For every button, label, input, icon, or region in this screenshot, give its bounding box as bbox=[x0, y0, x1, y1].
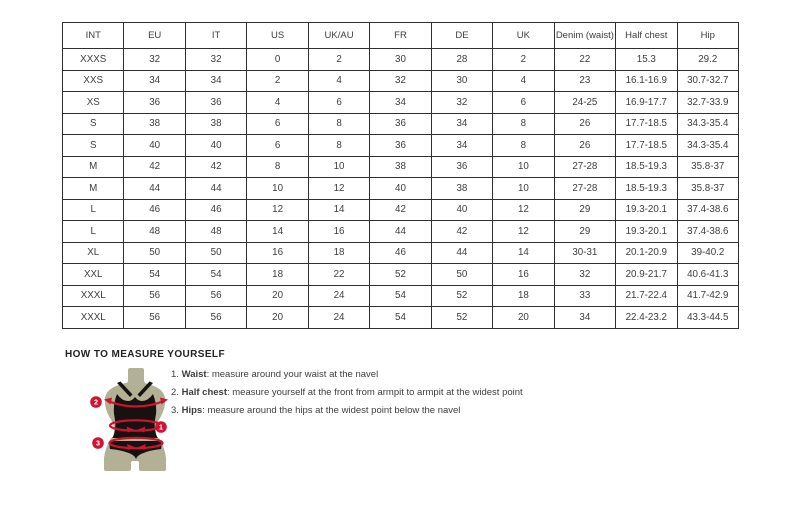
table-cell: 32 bbox=[431, 92, 492, 114]
table-cell: 32 bbox=[124, 49, 185, 71]
table-row bbox=[63, 199, 739, 221]
step-number: 2. bbox=[171, 387, 179, 399]
hips-marker-number: 3 bbox=[95, 438, 101, 448]
table-cell: 10 bbox=[308, 156, 369, 178]
column-header: US bbox=[247, 23, 308, 49]
table-cell: 34 bbox=[554, 307, 615, 329]
table-cell: 12 bbox=[247, 199, 308, 221]
table-cell: 36 bbox=[370, 113, 431, 135]
step-label: Waist bbox=[181, 369, 207, 380]
table-cell: 32 bbox=[554, 264, 615, 286]
section-heading: HOW TO MEASURE YOURSELF bbox=[65, 349, 225, 360]
table-cell: 10 bbox=[493, 178, 554, 200]
column-header: Hip bbox=[677, 23, 738, 49]
table-cell: 34 bbox=[124, 70, 185, 92]
table-cell: 30.7-32.7 bbox=[677, 70, 738, 92]
table-cell: 17.7-18.5 bbox=[616, 135, 677, 157]
table-cell: 19.3-20.1 bbox=[616, 221, 677, 243]
table-cell: 42 bbox=[185, 156, 246, 178]
table-cell: 26 bbox=[554, 113, 615, 135]
hips-marker-badge bbox=[92, 437, 104, 449]
table-cell: 38 bbox=[124, 113, 185, 135]
table-cell: 8 bbox=[247, 156, 308, 178]
chest-marker-badge bbox=[90, 396, 102, 408]
size-label-cell: M bbox=[63, 178, 124, 200]
table-cell: 30 bbox=[370, 49, 431, 71]
measure-steps bbox=[171, 370, 523, 424]
table-row bbox=[63, 264, 739, 286]
table-header-row bbox=[63, 23, 739, 49]
size-label-cell: XXXL bbox=[63, 285, 124, 307]
table-cell: 35.8-37 bbox=[677, 156, 738, 178]
table-cell: 27-28 bbox=[554, 178, 615, 200]
table-cell: 50 bbox=[124, 242, 185, 264]
table-cell: 48 bbox=[185, 221, 246, 243]
table-cell: 18.5-19.3 bbox=[616, 156, 677, 178]
table-cell: 19.3-20.1 bbox=[616, 199, 677, 221]
table-cell: 15.3 bbox=[616, 49, 677, 71]
column-header: DE bbox=[431, 23, 492, 49]
waist-marker-badge bbox=[155, 421, 167, 433]
table-cell: 40 bbox=[185, 135, 246, 157]
table-cell: 20 bbox=[493, 307, 554, 329]
table-cell: 56 bbox=[124, 285, 185, 307]
table-cell: 32 bbox=[185, 49, 246, 71]
size-label-cell: XXXS bbox=[63, 49, 124, 71]
table-cell: 46 bbox=[370, 242, 431, 264]
table-cell: 46 bbox=[124, 199, 185, 221]
measure-step bbox=[171, 370, 523, 381]
table-cell: 18.5-19.3 bbox=[616, 178, 677, 200]
chest-marker-number: 2 bbox=[93, 397, 99, 407]
table-cell: 54 bbox=[370, 285, 431, 307]
table-cell: 36 bbox=[431, 156, 492, 178]
size-label-cell: S bbox=[63, 113, 124, 135]
step-number: 1. bbox=[171, 369, 179, 380]
size-chart-table bbox=[62, 22, 739, 329]
table-cell: 27-28 bbox=[554, 156, 615, 178]
size-label-cell: XXL bbox=[63, 264, 124, 286]
size-label-cell: S bbox=[63, 135, 124, 157]
measure-step bbox=[171, 388, 523, 399]
table-cell: 52 bbox=[370, 264, 431, 286]
table-cell: 38 bbox=[431, 178, 492, 200]
table-cell: 4 bbox=[247, 92, 308, 114]
step-number: 3. bbox=[171, 405, 179, 417]
table-cell: 14 bbox=[247, 221, 308, 243]
size-label-cell: XXXL bbox=[63, 307, 124, 329]
table-cell: 36 bbox=[370, 135, 431, 157]
table-cell: 50 bbox=[431, 264, 492, 286]
table-cell: 16.9-17.7 bbox=[616, 92, 677, 114]
size-label-cell: M bbox=[63, 156, 124, 178]
table-cell: 42 bbox=[431, 221, 492, 243]
table-cell: 23 bbox=[554, 70, 615, 92]
table-cell: 2 bbox=[247, 70, 308, 92]
table-row bbox=[63, 178, 739, 200]
table-cell: 8 bbox=[493, 113, 554, 135]
table-cell: 35.8-37 bbox=[677, 178, 738, 200]
step-label: Hips bbox=[181, 405, 203, 417]
column-header: FR bbox=[370, 23, 431, 49]
table-row bbox=[63, 135, 739, 157]
table-cell: 2 bbox=[493, 49, 554, 71]
table-cell: 18 bbox=[247, 264, 308, 286]
table-cell: 16 bbox=[247, 242, 308, 264]
table-cell: 28 bbox=[431, 49, 492, 71]
table-cell: 24 bbox=[308, 307, 369, 329]
table-row bbox=[63, 49, 739, 71]
table-cell: 6 bbox=[493, 92, 554, 114]
table-cell: 0 bbox=[247, 49, 308, 71]
table-cell: 44 bbox=[185, 178, 246, 200]
table-cell: 12 bbox=[493, 199, 554, 221]
table-cell: 42 bbox=[370, 199, 431, 221]
table-cell: 39-40.2 bbox=[677, 242, 738, 264]
table-cell: 29.2 bbox=[677, 49, 738, 71]
table-cell: 20.1-20.9 bbox=[616, 242, 677, 264]
table-cell: 40 bbox=[124, 135, 185, 157]
table-cell: 10 bbox=[493, 156, 554, 178]
table-cell: 41.7-42.9 bbox=[677, 285, 738, 307]
table-cell: 14 bbox=[493, 242, 554, 264]
table-cell: 36 bbox=[124, 92, 185, 114]
table-cell: 16 bbox=[308, 221, 369, 243]
table-cell: 37.4-38.6 bbox=[677, 199, 738, 221]
table-cell: 32.7-33.9 bbox=[677, 92, 738, 114]
size-label-cell: XS bbox=[63, 92, 124, 114]
table-body bbox=[63, 49, 739, 329]
column-header: Denim (waist) bbox=[554, 23, 615, 49]
column-header: IT bbox=[185, 23, 246, 49]
table-cell: 17.7-18.5 bbox=[616, 113, 677, 135]
table-cell: 56 bbox=[185, 285, 246, 307]
table-cell: 40 bbox=[431, 199, 492, 221]
table-cell: 44 bbox=[431, 242, 492, 264]
table-cell: 50 bbox=[185, 242, 246, 264]
table-cell: 44 bbox=[124, 178, 185, 200]
table-cell: 34 bbox=[431, 113, 492, 135]
size-label-cell: L bbox=[63, 221, 124, 243]
step-text: : measure around your waist at the navel bbox=[206, 369, 379, 380]
table-cell: 48 bbox=[124, 221, 185, 243]
table-cell: 16 bbox=[493, 264, 554, 286]
table-row bbox=[63, 92, 739, 114]
waist-marker-number: 1 bbox=[158, 422, 164, 432]
table-cell: 18 bbox=[493, 285, 554, 307]
table-cell: 24-25 bbox=[554, 92, 615, 114]
table-cell: 18 bbox=[308, 242, 369, 264]
table-cell: 4 bbox=[308, 70, 369, 92]
table-cell: 52 bbox=[431, 285, 492, 307]
size-label-cell: XXS bbox=[63, 70, 124, 92]
table-cell: 34.3-35.4 bbox=[677, 113, 738, 135]
table-row bbox=[63, 221, 739, 243]
table-cell: 14 bbox=[308, 199, 369, 221]
size-label-cell: L bbox=[63, 199, 124, 221]
table-cell: 37.4-38.6 bbox=[677, 221, 738, 243]
table-cell: 16.1-16.9 bbox=[616, 70, 677, 92]
table-cell: 22 bbox=[308, 264, 369, 286]
column-header: INT bbox=[63, 23, 124, 49]
table-cell: 52 bbox=[431, 307, 492, 329]
table-row bbox=[63, 307, 739, 329]
table-cell: 20 bbox=[247, 307, 308, 329]
table-cell: 33 bbox=[554, 285, 615, 307]
table-cell: 40 bbox=[370, 178, 431, 200]
table-cell: 30-31 bbox=[554, 242, 615, 264]
table-cell: 56 bbox=[185, 307, 246, 329]
step-label: Half chest bbox=[181, 387, 227, 399]
table-cell: 26 bbox=[554, 135, 615, 157]
table-cell: 2 bbox=[308, 49, 369, 71]
table-cell: 29 bbox=[554, 221, 615, 243]
table-row bbox=[63, 113, 739, 135]
table-row bbox=[63, 242, 739, 264]
column-header: UK bbox=[493, 23, 554, 49]
table-cell: 38 bbox=[185, 113, 246, 135]
table-row bbox=[63, 285, 739, 307]
table-cell: 20.9-21.7 bbox=[616, 264, 677, 286]
table-cell: 54 bbox=[370, 307, 431, 329]
table-row bbox=[63, 70, 739, 92]
table-cell: 6 bbox=[247, 113, 308, 135]
table-cell: 56 bbox=[124, 307, 185, 329]
step-text: : measure yourself at the front from armpit to armpit at the widest point bbox=[226, 387, 523, 399]
table-cell: 32 bbox=[370, 70, 431, 92]
table-cell: 34 bbox=[431, 135, 492, 157]
table-cell: 42 bbox=[124, 156, 185, 178]
table-cell: 6 bbox=[247, 135, 308, 157]
column-header: UK/AU bbox=[308, 23, 369, 49]
table-cell: 21.7-22.4 bbox=[616, 285, 677, 307]
table-cell: 54 bbox=[185, 264, 246, 286]
measure-step bbox=[171, 406, 523, 417]
table-cell: 44 bbox=[370, 221, 431, 243]
table-cell: 34.3-35.4 bbox=[677, 135, 738, 157]
table-cell: 43.3-44.5 bbox=[677, 307, 738, 329]
column-header: EU bbox=[124, 23, 185, 49]
table-row bbox=[63, 156, 739, 178]
step-text: : measure around the hips at the widest point below the navel bbox=[202, 405, 461, 417]
table-cell: 29 bbox=[554, 199, 615, 221]
table-cell: 34 bbox=[370, 92, 431, 114]
table-cell: 4 bbox=[493, 70, 554, 92]
table-cell: 6 bbox=[308, 92, 369, 114]
table-cell: 22.4-23.2 bbox=[616, 307, 677, 329]
table-cell: 8 bbox=[493, 135, 554, 157]
table-cell: 12 bbox=[493, 221, 554, 243]
table-cell: 20 bbox=[247, 285, 308, 307]
table-cell: 34 bbox=[185, 70, 246, 92]
table-cell: 54 bbox=[124, 264, 185, 286]
table-cell: 10 bbox=[247, 178, 308, 200]
table-cell: 24 bbox=[308, 285, 369, 307]
size-label-cell: XL bbox=[63, 242, 124, 264]
table-cell: 30 bbox=[431, 70, 492, 92]
table-cell: 38 bbox=[370, 156, 431, 178]
table-cell: 8 bbox=[308, 113, 369, 135]
table-cell: 46 bbox=[185, 199, 246, 221]
table-cell: 22 bbox=[554, 49, 615, 71]
column-header: Half chest bbox=[616, 23, 677, 49]
table-cell: 36 bbox=[185, 92, 246, 114]
table-cell: 40.6-41.3 bbox=[677, 264, 738, 286]
table-cell: 8 bbox=[308, 135, 369, 157]
table-cell: 12 bbox=[308, 178, 369, 200]
